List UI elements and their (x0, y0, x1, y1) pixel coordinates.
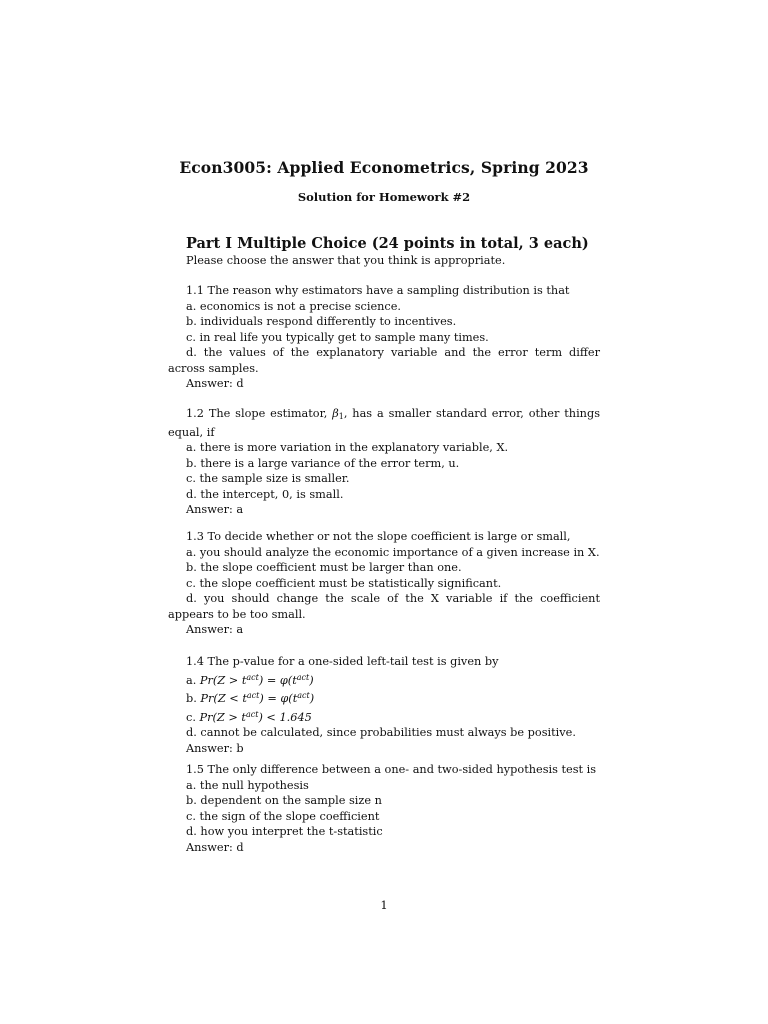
document-title: Econ3005: Applied Econometrics, Spring 2023 (179, 158, 589, 177)
option-a: a. economics is not a precise science. (186, 299, 402, 313)
question-stem (168, 406, 600, 440)
math-superscript: act (246, 691, 260, 700)
math-rhs: ) < 1.645 (258, 710, 312, 724)
math-lhs: Pr(Z < t (200, 692, 247, 705)
option-c: c. the sample size is smaller. (186, 472, 350, 485)
math-superscript: act (296, 672, 310, 682)
beta-subscript: 1 (338, 412, 344, 421)
option-label: c. (186, 710, 200, 724)
question-stem: 1.4 The p-value for a one-sided left-tail test is given by (186, 655, 499, 668)
question-1-5 (168, 762, 600, 855)
document-subtitle: Solution for Homework #2 (297, 190, 471, 204)
page-number: 1 (380, 898, 388, 912)
math-end: ) (309, 692, 315, 705)
math-superscript: act (245, 709, 259, 719)
math-lhs: Pr(Z > t (199, 710, 246, 724)
answer: Answer: b (186, 741, 244, 755)
question-1-2 (168, 406, 600, 518)
option-a (168, 670, 600, 689)
option-a: a. there is more variation in the explanatory variable, X. (186, 441, 509, 454)
instructions-text: Please choose the answer that you think is appropriate. (186, 254, 506, 267)
instructions (168, 253, 600, 269)
option-b: b. the slope coefficient must be larger than one. (186, 561, 462, 574)
math-superscript: act (246, 672, 259, 682)
option-d: d. cannot be calculated, since probabilities must always be positive. (186, 726, 576, 739)
option-a: a. the null hypothesis (186, 778, 309, 792)
question-stem: 1.1 The reason why estimators have a sampling distribution is that (186, 284, 570, 297)
answer: Answer: d (186, 840, 244, 854)
answer: Answer: a (186, 623, 244, 636)
option-d: d. the values of the explanatory variable and the error term differ across samples. (168, 346, 600, 375)
option-c: c. in real life you typically get to sample many times. (186, 330, 489, 344)
option-label: a. (186, 673, 200, 687)
section-heading: Part I Multiple Choice (24 points in total, 3 each) (186, 235, 589, 252)
math-lhs: Pr(Z > t (199, 673, 247, 687)
question-1-4 (168, 654, 600, 756)
math-superscript: act (297, 691, 310, 700)
answer: Answer: d (186, 377, 244, 390)
option-c: c. the sign of the slope coefficient (186, 809, 380, 823)
option-b: b. individuals respond differently to incentives. (186, 315, 457, 328)
option-c (168, 707, 600, 726)
answer: Answer: a (186, 503, 244, 516)
question-1-1 (168, 283, 600, 392)
option-label: b. (186, 692, 201, 705)
stem-prefix: 1.2 The slope estimator, (186, 407, 333, 420)
option-b: b. dependent on the sample size n (186, 794, 382, 807)
math-rhs: ) = φ(t (259, 692, 298, 705)
option-b (168, 688, 600, 707)
question-stem: 1.5 The only difference between a one- and two-sided hypothesis test is (186, 763, 597, 776)
option-b: b. there is a large variance of the error term, u. (186, 456, 460, 470)
question-1-3 (168, 529, 600, 638)
math-rhs: ) = φ(t (258, 673, 297, 687)
question-stem: 1.3 To decide whether or not the slope coefficient is large or small, (186, 530, 571, 543)
option-d: d. you should change the scale of the X variable if the coefficient appears to be too small. (168, 592, 600, 621)
option-d: d. the intercept, 0, is small. (186, 487, 344, 501)
option-d: d. how you interpret the t-statistic (186, 825, 383, 838)
math-end: ) (309, 673, 314, 687)
stem-suffix: , has a smaller standard error, other things equal, if (168, 407, 600, 439)
beta-symbol: β (332, 407, 339, 420)
option-c: c. the slope coefficient must be statistically significant. (186, 576, 502, 590)
option-a: a. you should analyze the economic importance of a given increase in X. (186, 545, 600, 559)
